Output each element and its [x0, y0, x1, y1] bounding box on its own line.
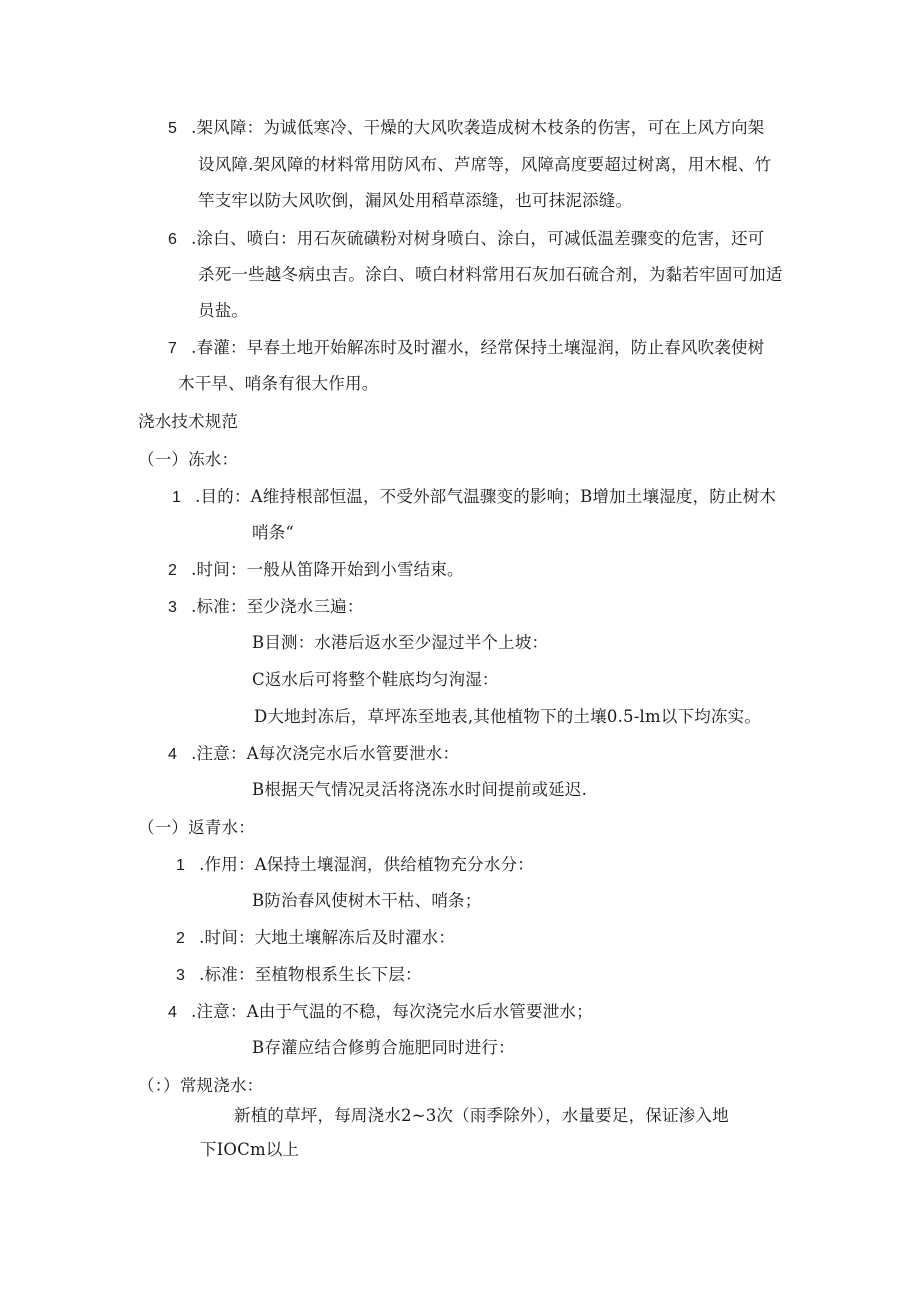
item-6-number: 6	[168, 231, 178, 248]
item-5-line-2: 设风障.架风障的材料常用防风布、芦席等，风障高度要超过树离，用木棍、竹	[198, 155, 772, 174]
item-6-line-3: 员盐。	[198, 301, 249, 320]
s2-item-1-sub-b: B防治春风使树木干枯、哨条；	[252, 891, 482, 910]
item-7-line-2: 木干早、哨条有很大作用。	[178, 374, 379, 393]
s1-item-3-sub-c: C返水后可将整个鞋底均匀洵湿：	[252, 670, 499, 689]
item-7-line-1: 7 .春灌：早春土地开始解冻时及时濯水，经常保持土壤湿润，防止春风吹袭使树	[168, 338, 765, 357]
s1-item-3-sub-d: D大地封冻后，草坪冻至地表,其他植物下的土壤0.5-lm以下均冻实。	[254, 707, 762, 726]
s3-line-2: 下IOCm以上	[200, 1140, 300, 1159]
s1-item-3: 3 .标准：至少浇水三遍：	[168, 597, 364, 616]
s2-item-2: 2 .时间：大地土壤解冻后及时濯水：	[176, 928, 456, 947]
section-heading: 浇水技术规范	[138, 412, 239, 431]
s1-item-2: 2 .时间：一般从笛降开始到小雪结束。	[168, 560, 464, 579]
item-6-line-2: 杀死一些越冬病虫吉。涂白、喷白材料常用石灰加石硫合剂，为黏若牢固可加适	[198, 265, 783, 284]
s1-item-1-line-1: 1 .目的：A维持根部恒温，不受外部气温骤变的影响；B增加土壤湿度，防止树木	[172, 487, 777, 506]
s1-item-3-sub-b: B目测：水港后返水至少湿过半个上坡：	[252, 633, 549, 652]
s2-item-1: 1 .作用：A保持土壤湿润，供给植物充分水分：	[176, 855, 534, 874]
s3-line-1: 新植的草坪，每周浇水2~3次（雨季除外），水量要足，保证渗入地	[234, 1106, 729, 1125]
section-2-title: （一）返青水：	[138, 818, 255, 837]
section-1-title: （一）冻水：	[138, 450, 239, 469]
item-5-line-3: 竿支牢以防大风吹倒，漏风处用稻草添缝，也可抹泥添缝。	[198, 191, 633, 210]
s1-item-4-sub-b: B根据天气情况灵活将浇冻水时间提前或延迟.	[252, 780, 588, 799]
s2-item-4-sub-b: B存灌应结合修剪合施肥同时进行：	[252, 1038, 515, 1057]
section-3-title: （：）常规浇水：	[138, 1076, 264, 1095]
s2-item-3: 3 .标准：至植物根系生长下层：	[176, 965, 422, 984]
s1-item-4: 4 .注意：A每次浇完水后水管要泄水：	[168, 744, 460, 763]
s1-item-1-line-2: 哨条“	[252, 523, 295, 542]
item-6-line-1: 6 .涂白、喷白：用石灰硫磺粉对树身喷白、涂白，可减低温差骤变的危害，还可	[168, 229, 765, 248]
item-7-number: 7	[168, 340, 178, 357]
s2-item-4: 4 .注意：A由于气温的不稳，每次浇完水后水管要泄水；	[168, 1002, 593, 1021]
item-5-line-1: 5 .架风障：为诚低寒冷、干燥的大风吹袭造成树木枝条的伤害，可在上风方向架	[168, 118, 765, 137]
item-5-number: 5	[168, 120, 178, 137]
